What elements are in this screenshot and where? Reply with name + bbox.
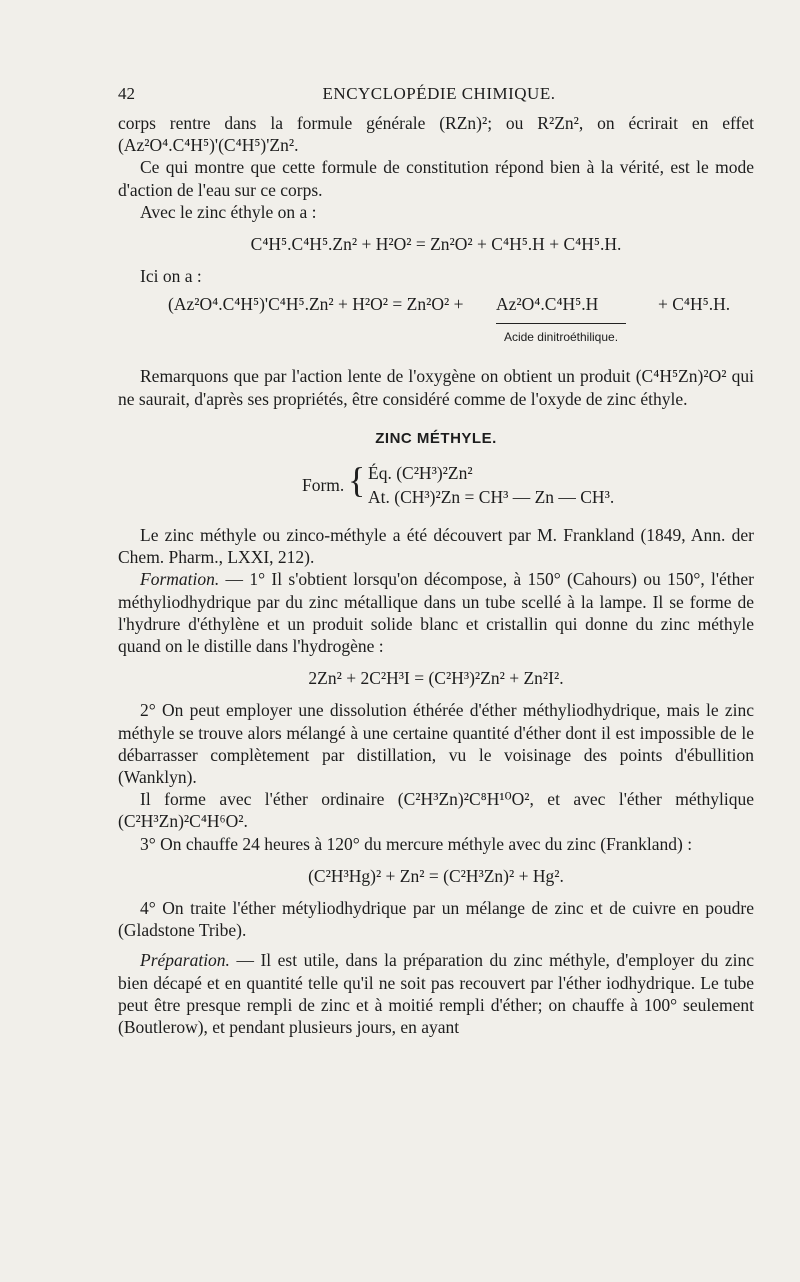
equation-zinc-ethyl: C⁴H⁵.C⁴H⁵.Zn² + H²O² = Zn²O² + C⁴H⁵.H + C⁴H⁵.H. bbox=[250, 234, 622, 255]
paragraph-method-4: 4° On traite l'éther métyliodhydrique par un mélange de zinc et de cuivre en poudre (Gladstone Tribe). bbox=[118, 898, 754, 941]
page-header bbox=[118, 84, 760, 108]
paragraph-method-2: 2° On peut employer une dissolution éthérée d'éther méthyliodhydrique, mais le zinc méthyle se trouve alors mélangé à une certaine quantité d'éther dont il est impossible de le débarrasser complètement par distillation, vu le voisinage des points d'ébullition (Wanklyn). bbox=[118, 700, 754, 788]
formula-atomic: At. (CH³)²Zn = CH³ — Zn — CH³. bbox=[368, 487, 615, 508]
brace-icon: { bbox=[348, 460, 366, 501]
running-head: ENCYCLOPÉDIE CHIMIQUE. bbox=[322, 84, 556, 103]
paragraph-preparation bbox=[118, 949, 754, 1038]
formula-label: Form. bbox=[302, 475, 345, 496]
paragraph-general-formula: corps rentre dans la formule générale (RZn)²; ou R²Zn², on écrirait en effet (Az²O⁴.C⁴H⁵)'(C⁴H⁵)'Zn². bbox=[118, 113, 754, 156]
paragraph-discovery: Le zinc méthyle ou zinco-méthyle a été découvert par M. Frankland (1849, Ann. der Chem. Pharm., LXXI, 212). bbox=[118, 525, 754, 568]
equation-dinitro bbox=[118, 293, 754, 355]
paragraph-zinc-ethyl-intro: Avec le zinc éthyle on a : bbox=[140, 201, 317, 222]
formula-block bbox=[118, 460, 754, 516]
paragraph-method-3: 3° On chauffe 24 heures à 120° du mercure méthyle avec du zinc (Frankland) : bbox=[140, 833, 693, 854]
equation-dinitro-product: Az²O⁴.C⁴H⁵.H bbox=[496, 294, 599, 315]
page-number: 42 bbox=[118, 84, 135, 103]
formula-equivalent: Éq. (C²H³)²Zn² bbox=[368, 463, 473, 484]
equation-dinitro-right: + C⁴H⁵.H. bbox=[658, 294, 731, 315]
paragraph-oxygen-action: Remarquons que par l'action lente de l'oxygène on obtient un produit (C⁴H⁵Zn)²O² qui ne saurait, d'après ses propriétés, être considéré comme de l'oxyde de zinc éthyle. bbox=[118, 366, 754, 409]
preparation-label: Préparation. bbox=[140, 950, 230, 971]
section-title: ZINC MÉTHYLE. bbox=[375, 429, 497, 447]
page-body bbox=[118, 112, 754, 1038]
equation-dinitro-left: (Az²O⁴.C⁴H⁵)'C⁴H⁵.Zn² + H²O² = Zn²O² + bbox=[168, 294, 464, 315]
formation-text: — 1° Il s'obtient lorsqu'on décompose, à 150° (Cahours) ou 150°, l'éther méthyliodhydrique par du zinc métallique dans un tube scellé à la lampe. Il se forme de l'hydrure d'éthylène et un produit solide blanc et cristallin qui donne du zinc méthyle quand on le distille dans l'hydrogène : bbox=[118, 569, 754, 657]
paragraph-ici-on-a: Ici on a : bbox=[140, 266, 202, 287]
preparation-text: — Il est utile, dans la préparation du zinc méthyle, d'employer du zinc bien décapé et en quantité telle qu'il ne soit pas recouvert par l'éther iodhydrique. Le tube peut être presque rempli de zinc et à moitié rempli d'éther; on chauffe à 100° seulement (Boutlerow), et pendant plusieurs jours, en ayant bbox=[118, 950, 754, 1038]
formation-label: Formation. bbox=[140, 569, 220, 590]
equation-dinitro-note: Acide dinitroéthilique. bbox=[496, 323, 626, 348]
paragraph-water-action: Ce qui montre que cette formule de constitution répond bien à la vérité, est le mode d'action de l'eau sur ce corps. bbox=[118, 157, 754, 200]
paragraph-ether-compounds: Il forme avec l'éther ordinaire (C²H³Zn)²C⁸H¹⁰O², et avec l'éther méthylique (C²H³Zn)²C⁴H⁶O². bbox=[118, 789, 754, 832]
paragraph-formation bbox=[118, 568, 754, 657]
equation-formation: 2Zn² + 2C²H³I = (C²H³)²Zn² + Zn²I². bbox=[308, 668, 564, 689]
equation-mercury: (C²H³Hg)² + Zn² = (C²H³Zn)² + Hg². bbox=[308, 865, 564, 886]
